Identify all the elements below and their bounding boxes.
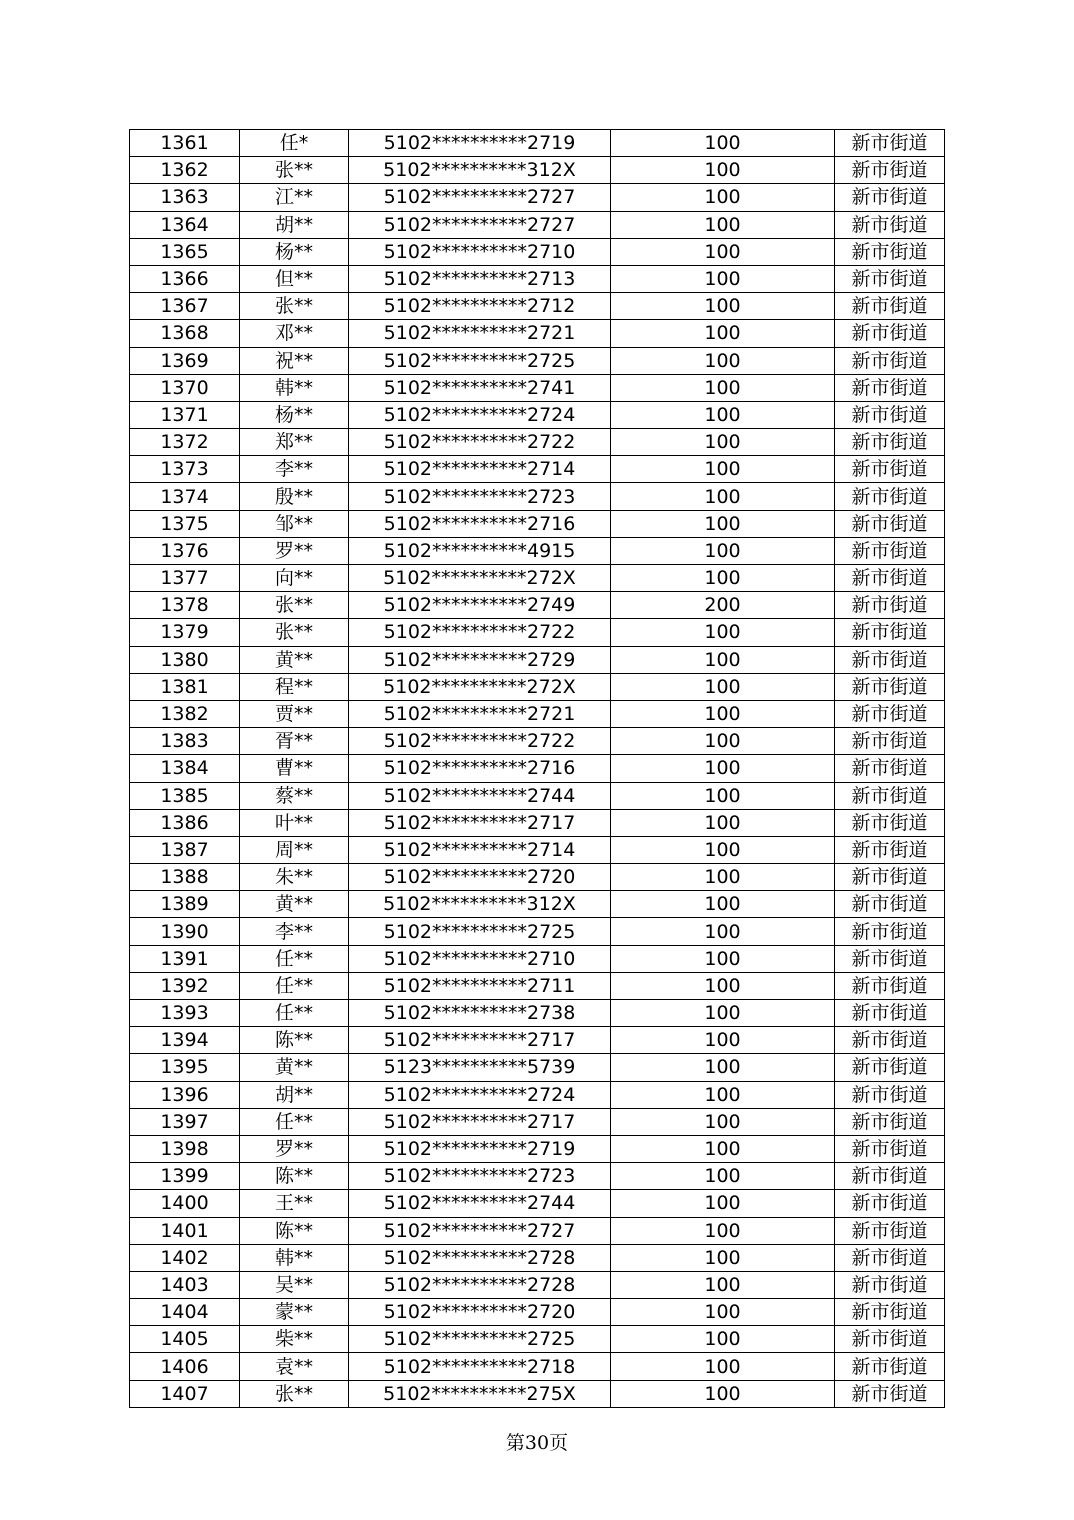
row-number-cell: 1366 — [130, 265, 240, 292]
name-cell: 朱** — [240, 864, 349, 891]
table-row — [130, 130, 945, 157]
name-cell: 李** — [240, 456, 349, 483]
district-cell: 新市街道 — [835, 211, 945, 238]
amount-cell: 100 — [611, 1299, 835, 1326]
district-cell: 新市街道 — [835, 673, 945, 700]
amount-cell: 100 — [611, 1108, 835, 1135]
table-row — [130, 320, 945, 347]
district-cell: 新市街道 — [835, 1271, 945, 1298]
table-row — [130, 510, 945, 537]
id-number-cell: 5102**********2717 — [349, 809, 611, 836]
name-cell: 祝** — [240, 347, 349, 374]
id-number-cell: 5102**********2738 — [349, 1000, 611, 1027]
table-row — [130, 646, 945, 673]
table-row — [130, 700, 945, 727]
district-cell: 新市街道 — [835, 401, 945, 428]
district-cell: 新市街道 — [835, 537, 945, 564]
name-cell: 胥** — [240, 728, 349, 755]
amount-cell: 100 — [611, 1190, 835, 1217]
row-number-cell: 1407 — [130, 1380, 240, 1407]
amount-cell: 100 — [611, 456, 835, 483]
id-number-cell: 5102**********272X — [349, 565, 611, 592]
table-row — [130, 293, 945, 320]
table-row — [130, 782, 945, 809]
amount-cell: 100 — [611, 184, 835, 211]
row-number-cell: 1362 — [130, 157, 240, 184]
row-number-cell: 1388 — [130, 864, 240, 891]
row-number-cell: 1393 — [130, 1000, 240, 1027]
row-number-cell: 1382 — [130, 700, 240, 727]
district-cell: 新市街道 — [835, 130, 945, 157]
table-row — [130, 1353, 945, 1380]
table-row — [130, 592, 945, 619]
row-number-cell: 1377 — [130, 565, 240, 592]
district-cell: 新市街道 — [835, 918, 945, 945]
name-cell: 张** — [240, 592, 349, 619]
id-number-cell: 5102**********2728 — [349, 1244, 611, 1271]
id-number-cell: 5102**********2716 — [349, 755, 611, 782]
amount-cell: 100 — [611, 401, 835, 428]
row-number-cell: 1403 — [130, 1271, 240, 1298]
amount-cell: 100 — [611, 728, 835, 755]
amount-cell: 100 — [611, 972, 835, 999]
name-cell: 吴** — [240, 1271, 349, 1298]
row-number-cell: 1391 — [130, 945, 240, 972]
id-number-cell: 5102**********2716 — [349, 510, 611, 537]
table-row — [130, 1271, 945, 1298]
row-number-cell: 1392 — [130, 972, 240, 999]
name-cell: 蒙** — [240, 1299, 349, 1326]
name-cell: 张** — [240, 157, 349, 184]
id-number-cell: 5102**********275X — [349, 1380, 611, 1407]
name-cell: 任** — [240, 972, 349, 999]
district-cell: 新市街道 — [835, 157, 945, 184]
table-row — [130, 673, 945, 700]
district-cell: 新市街道 — [835, 483, 945, 510]
district-cell: 新市街道 — [835, 184, 945, 211]
name-cell: 张** — [240, 293, 349, 320]
district-cell: 新市街道 — [835, 782, 945, 809]
table-row — [130, 483, 945, 510]
amount-cell: 100 — [611, 1326, 835, 1353]
row-number-cell: 1399 — [130, 1163, 240, 1190]
row-number-cell: 1387 — [130, 836, 240, 863]
row-number-cell: 1390 — [130, 918, 240, 945]
id-number-cell: 5102**********2722 — [349, 429, 611, 456]
id-number-cell: 5102**********2729 — [349, 646, 611, 673]
district-cell: 新市街道 — [835, 1353, 945, 1380]
name-cell: 周** — [240, 836, 349, 863]
amount-cell: 100 — [611, 646, 835, 673]
table-row — [130, 265, 945, 292]
id-number-cell: 5102**********2725 — [349, 1326, 611, 1353]
district-cell: 新市街道 — [835, 619, 945, 646]
id-number-cell: 5102**********312X — [349, 891, 611, 918]
row-number-cell: 1394 — [130, 1027, 240, 1054]
amount-cell: 100 — [611, 510, 835, 537]
district-cell: 新市街道 — [835, 293, 945, 320]
name-cell: 贾** — [240, 700, 349, 727]
row-number-cell: 1381 — [130, 673, 240, 700]
district-cell: 新市街道 — [835, 347, 945, 374]
id-number-cell: 5102**********2717 — [349, 1108, 611, 1135]
district-cell: 新市街道 — [835, 646, 945, 673]
row-number-cell: 1389 — [130, 891, 240, 918]
name-cell: 邓** — [240, 320, 349, 347]
table-row — [130, 1054, 945, 1081]
row-number-cell: 1369 — [130, 347, 240, 374]
id-number-cell: 5102**********2741 — [349, 374, 611, 401]
amount-cell: 100 — [611, 809, 835, 836]
table-row — [130, 565, 945, 592]
district-cell: 新市街道 — [835, 238, 945, 265]
amount-cell: 100 — [611, 374, 835, 401]
name-cell: 任* — [240, 130, 349, 157]
amount-cell: 100 — [611, 1244, 835, 1271]
amount-cell: 100 — [611, 347, 835, 374]
table-row — [130, 1081, 945, 1108]
id-number-cell: 5123**********5739 — [349, 1054, 611, 1081]
amount-cell: 100 — [611, 864, 835, 891]
table-row — [130, 1380, 945, 1407]
amount-cell: 100 — [611, 1054, 835, 1081]
table-row — [130, 238, 945, 265]
district-cell: 新市街道 — [835, 1244, 945, 1271]
id-number-cell: 5102**********2744 — [349, 782, 611, 809]
amount-cell: 100 — [611, 1081, 835, 1108]
id-number-cell: 5102**********2724 — [349, 1081, 611, 1108]
name-cell: 王** — [240, 1190, 349, 1217]
table-row — [130, 1217, 945, 1244]
district-cell: 新市街道 — [835, 1054, 945, 1081]
name-cell: 叶** — [240, 809, 349, 836]
name-cell: 李** — [240, 918, 349, 945]
name-cell: 张** — [240, 1380, 349, 1407]
name-cell: 杨** — [240, 238, 349, 265]
table-row — [130, 1135, 945, 1162]
table-row — [130, 864, 945, 891]
amount-cell: 100 — [611, 1135, 835, 1162]
amount-cell: 100 — [611, 1027, 835, 1054]
row-number-cell: 1367 — [130, 293, 240, 320]
id-number-cell: 5102**********312X — [349, 157, 611, 184]
amount-cell: 100 — [611, 320, 835, 347]
row-number-cell: 1370 — [130, 374, 240, 401]
row-number-cell: 1380 — [130, 646, 240, 673]
id-number-cell: 5102**********2717 — [349, 1027, 611, 1054]
district-cell: 新市街道 — [835, 429, 945, 456]
amount-cell: 100 — [611, 918, 835, 945]
table-row — [130, 1000, 945, 1027]
district-cell: 新市街道 — [835, 374, 945, 401]
id-number-cell: 5102**********2720 — [349, 1299, 611, 1326]
table-row — [130, 972, 945, 999]
table-row — [130, 211, 945, 238]
district-cell: 新市街道 — [835, 755, 945, 782]
row-number-cell: 1368 — [130, 320, 240, 347]
table-row — [130, 537, 945, 564]
name-cell: 郑** — [240, 429, 349, 456]
row-number-cell: 1405 — [130, 1326, 240, 1353]
name-cell: 向** — [240, 565, 349, 592]
amount-cell: 100 — [611, 700, 835, 727]
row-number-cell: 1379 — [130, 619, 240, 646]
amount-cell: 100 — [611, 238, 835, 265]
row-number-cell: 1373 — [130, 456, 240, 483]
row-number-cell: 1375 — [130, 510, 240, 537]
row-number-cell: 1404 — [130, 1299, 240, 1326]
table-row — [130, 401, 945, 428]
id-number-cell: 5102**********2719 — [349, 130, 611, 157]
amount-cell: 100 — [611, 483, 835, 510]
id-number-cell: 5102**********4915 — [349, 537, 611, 564]
name-cell: 杨** — [240, 401, 349, 428]
amount-cell: 100 — [611, 1000, 835, 1027]
name-cell: 陈** — [240, 1027, 349, 1054]
row-number-cell: 1376 — [130, 537, 240, 564]
district-cell: 新市街道 — [835, 1000, 945, 1027]
name-cell: 陈** — [240, 1217, 349, 1244]
table-row — [130, 347, 945, 374]
id-number-cell: 5102**********2712 — [349, 293, 611, 320]
id-number-cell: 5102**********2721 — [349, 700, 611, 727]
table-row — [130, 456, 945, 483]
name-cell: 张** — [240, 619, 349, 646]
amount-cell: 100 — [611, 1380, 835, 1407]
amount-cell: 100 — [611, 265, 835, 292]
district-cell: 新市街道 — [835, 1081, 945, 1108]
id-number-cell: 5102**********2724 — [349, 401, 611, 428]
id-number-cell: 5102**********2711 — [349, 972, 611, 999]
amount-cell: 100 — [611, 211, 835, 238]
name-cell: 黄** — [240, 646, 349, 673]
district-cell: 新市街道 — [835, 1163, 945, 1190]
row-number-cell: 1397 — [130, 1108, 240, 1135]
amount-cell: 100 — [611, 619, 835, 646]
amount-cell: 100 — [611, 891, 835, 918]
id-number-cell: 5102**********2727 — [349, 184, 611, 211]
district-cell: 新市街道 — [835, 864, 945, 891]
amount-cell: 100 — [611, 565, 835, 592]
amount-cell: 100 — [611, 673, 835, 700]
roster-body — [130, 130, 945, 1408]
row-number-cell: 1396 — [130, 1081, 240, 1108]
row-number-cell: 1364 — [130, 211, 240, 238]
table-row — [130, 429, 945, 456]
amount-cell: 100 — [611, 429, 835, 456]
name-cell: 任** — [240, 1108, 349, 1135]
name-cell: 韩** — [240, 374, 349, 401]
id-number-cell: 5102**********2719 — [349, 1135, 611, 1162]
id-number-cell: 5102**********2714 — [349, 456, 611, 483]
id-number-cell: 5102**********2710 — [349, 945, 611, 972]
table-row — [130, 1190, 945, 1217]
district-cell: 新市街道 — [835, 1135, 945, 1162]
table-row — [130, 1108, 945, 1135]
district-cell: 新市街道 — [835, 592, 945, 619]
row-number-cell: 1400 — [130, 1190, 240, 1217]
amount-cell: 100 — [611, 1271, 835, 1298]
amount-cell: 100 — [611, 1163, 835, 1190]
id-number-cell: 5102**********2727 — [349, 1217, 611, 1244]
name-cell: 胡** — [240, 1081, 349, 1108]
id-number-cell: 5102**********2721 — [349, 320, 611, 347]
row-number-cell: 1363 — [130, 184, 240, 211]
district-cell: 新市街道 — [835, 1380, 945, 1407]
row-number-cell: 1361 — [130, 130, 240, 157]
name-cell: 陈** — [240, 1163, 349, 1190]
amount-cell: 100 — [611, 1217, 835, 1244]
name-cell: 胡** — [240, 211, 349, 238]
district-cell: 新市街道 — [835, 945, 945, 972]
name-cell: 韩** — [240, 1244, 349, 1271]
district-cell: 新市街道 — [835, 1190, 945, 1217]
amount-cell: 100 — [611, 130, 835, 157]
name-cell: 程** — [240, 673, 349, 700]
row-number-cell: 1384 — [130, 755, 240, 782]
district-cell: 新市街道 — [835, 891, 945, 918]
amount-cell: 100 — [611, 836, 835, 863]
district-cell: 新市街道 — [835, 1299, 945, 1326]
name-cell: 但** — [240, 265, 349, 292]
amount-cell: 100 — [611, 293, 835, 320]
table-row — [130, 836, 945, 863]
table-row — [130, 945, 945, 972]
table-row — [130, 184, 945, 211]
table-row — [130, 157, 945, 184]
name-cell: 黄** — [240, 891, 349, 918]
id-number-cell: 5102**********2723 — [349, 1163, 611, 1190]
row-number-cell: 1372 — [130, 429, 240, 456]
table-row — [130, 374, 945, 401]
table-row — [130, 1299, 945, 1326]
id-number-cell: 5102**********2749 — [349, 592, 611, 619]
district-cell: 新市街道 — [835, 565, 945, 592]
id-number-cell: 5102**********2714 — [349, 836, 611, 863]
amount-cell: 100 — [611, 537, 835, 564]
id-number-cell: 5102**********2718 — [349, 1353, 611, 1380]
amount-cell: 100 — [611, 782, 835, 809]
row-number-cell: 1386 — [130, 809, 240, 836]
district-cell: 新市街道 — [835, 809, 945, 836]
row-number-cell: 1402 — [130, 1244, 240, 1271]
row-number-cell: 1398 — [130, 1135, 240, 1162]
id-number-cell: 5102**********2723 — [349, 483, 611, 510]
district-cell: 新市街道 — [835, 728, 945, 755]
amount-cell: 100 — [611, 755, 835, 782]
district-cell: 新市街道 — [835, 836, 945, 863]
row-number-cell: 1401 — [130, 1217, 240, 1244]
id-number-cell: 5102**********2722 — [349, 619, 611, 646]
name-cell: 曹** — [240, 755, 349, 782]
id-number-cell: 5102**********2710 — [349, 238, 611, 265]
row-number-cell: 1385 — [130, 782, 240, 809]
district-cell: 新市街道 — [835, 1108, 945, 1135]
id-number-cell: 5102**********2713 — [349, 265, 611, 292]
name-cell: 任** — [240, 945, 349, 972]
row-number-cell: 1383 — [130, 728, 240, 755]
table-row — [130, 1027, 945, 1054]
row-number-cell: 1371 — [130, 401, 240, 428]
id-number-cell: 5102**********2727 — [349, 211, 611, 238]
name-cell: 黄** — [240, 1054, 349, 1081]
name-cell: 罗** — [240, 537, 349, 564]
row-number-cell: 1365 — [130, 238, 240, 265]
id-number-cell: 5102**********2725 — [349, 918, 611, 945]
name-cell: 任** — [240, 1000, 349, 1027]
district-cell: 新市街道 — [835, 700, 945, 727]
amount-cell: 100 — [611, 1353, 835, 1380]
name-cell: 邹** — [240, 510, 349, 537]
row-number-cell: 1395 — [130, 1054, 240, 1081]
table-row — [130, 1244, 945, 1271]
table-row — [130, 809, 945, 836]
table-row — [130, 918, 945, 945]
district-cell: 新市街道 — [835, 1217, 945, 1244]
district-cell: 新市街道 — [835, 972, 945, 999]
district-cell: 新市街道 — [835, 456, 945, 483]
row-number-cell: 1406 — [130, 1353, 240, 1380]
name-cell: 罗** — [240, 1135, 349, 1162]
district-cell: 新市街道 — [835, 510, 945, 537]
id-number-cell: 5102**********272X — [349, 673, 611, 700]
table-row — [130, 619, 945, 646]
district-cell: 新市街道 — [835, 1326, 945, 1353]
id-number-cell: 5102**********2728 — [349, 1271, 611, 1298]
page-number: 第30页 — [505, 1432, 569, 1454]
table-row — [130, 755, 945, 782]
table-row — [130, 1326, 945, 1353]
name-cell: 蔡** — [240, 782, 349, 809]
row-number-cell: 1378 — [130, 592, 240, 619]
name-cell: 袁** — [240, 1353, 349, 1380]
name-cell: 柴** — [240, 1326, 349, 1353]
id-number-cell: 5102**********2720 — [349, 864, 611, 891]
id-number-cell: 5102**********2722 — [349, 728, 611, 755]
row-number-cell: 1374 — [130, 483, 240, 510]
district-cell: 新市街道 — [835, 1027, 945, 1054]
amount-cell: 100 — [611, 945, 835, 972]
amount-cell: 200 — [611, 592, 835, 619]
name-cell: 殷** — [240, 483, 349, 510]
amount-cell: 100 — [611, 157, 835, 184]
table-row — [130, 728, 945, 755]
name-cell: 江** — [240, 184, 349, 211]
district-cell: 新市街道 — [835, 320, 945, 347]
id-number-cell: 5102**********2725 — [349, 347, 611, 374]
district-cell: 新市街道 — [835, 265, 945, 292]
table-row — [130, 1163, 945, 1190]
table-row — [130, 891, 945, 918]
id-number-cell: 5102**********2744 — [349, 1190, 611, 1217]
roster-table — [129, 129, 945, 1408]
